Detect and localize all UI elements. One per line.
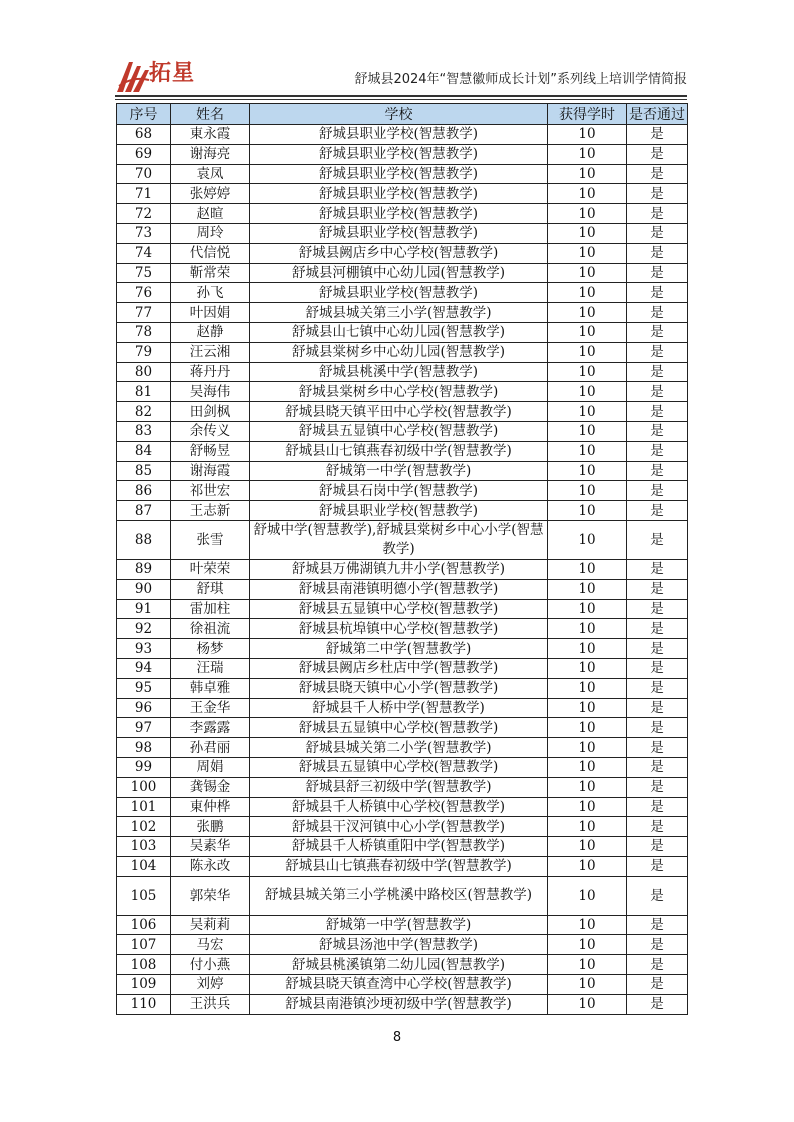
cell-number: 69 bbox=[117, 144, 171, 164]
table-row bbox=[117, 975, 688, 995]
cell-pass: 是 bbox=[627, 559, 688, 579]
cell-number: 92 bbox=[117, 619, 171, 639]
cell-hours: 10 bbox=[548, 164, 627, 184]
cell-number: 104 bbox=[117, 856, 171, 876]
cell-pass: 是 bbox=[627, 856, 688, 876]
cell-name: 東永霞 bbox=[171, 125, 250, 145]
cell-school: 舒城县晓天镇中心小学(智慧教学) bbox=[250, 678, 548, 698]
cell-number: 73 bbox=[117, 223, 171, 243]
cell-number: 83 bbox=[117, 421, 171, 441]
column-header-name: 姓名 bbox=[171, 104, 250, 125]
header-divider bbox=[115, 95, 687, 97]
cell-name: 余传义 bbox=[171, 421, 250, 441]
cell-school: 舒城县阙店乡杜店中学(智慧教学) bbox=[250, 658, 548, 678]
cell-school: 舒城县汤池中学(智慧教学) bbox=[250, 935, 548, 955]
cell-name: 谢海亮 bbox=[171, 144, 250, 164]
cell-pass: 是 bbox=[627, 994, 688, 1014]
cell-hours: 10 bbox=[548, 184, 627, 204]
table-row bbox=[117, 915, 688, 935]
cell-name: 张雪 bbox=[171, 520, 250, 559]
cell-school: 舒城县晓天镇平田中心学校(智慧教学) bbox=[250, 402, 548, 422]
table-row bbox=[117, 402, 688, 422]
cell-number: 102 bbox=[117, 817, 171, 837]
cell-school: 舒城县职业学校(智慧教学) bbox=[250, 204, 548, 224]
cell-pass: 是 bbox=[627, 223, 688, 243]
cell-number: 94 bbox=[117, 658, 171, 678]
cell-hours: 10 bbox=[548, 421, 627, 441]
cell-school: 舒城县河棚镇中心幼儿园(智慧教学) bbox=[250, 263, 548, 283]
cell-pass: 是 bbox=[627, 204, 688, 224]
cell-school: 舒城县南港镇沙埂初级中学(智慧教学) bbox=[250, 994, 548, 1014]
cell-pass: 是 bbox=[627, 402, 688, 422]
table-row bbox=[117, 461, 688, 481]
cell-hours: 10 bbox=[548, 915, 627, 935]
table-row bbox=[117, 342, 688, 362]
cell-number: 89 bbox=[117, 559, 171, 579]
cell-name: 祁世宏 bbox=[171, 481, 250, 501]
cell-pass: 是 bbox=[627, 738, 688, 758]
cell-number: 97 bbox=[117, 718, 171, 738]
cell-pass: 是 bbox=[627, 322, 688, 342]
cell-number: 85 bbox=[117, 461, 171, 481]
table-row bbox=[117, 322, 688, 342]
cell-pass: 是 bbox=[627, 955, 688, 975]
table-row bbox=[117, 204, 688, 224]
cell-name: 舒畅昱 bbox=[171, 441, 250, 461]
header-divider-thin bbox=[115, 99, 687, 100]
cell-school: 舒城县杭埠镇中心学校(智慧教学) bbox=[250, 619, 548, 639]
table-row bbox=[117, 559, 688, 579]
cell-school: 舒城县职业学校(智慧教学) bbox=[250, 184, 548, 204]
cell-name: 付小燕 bbox=[171, 955, 250, 975]
page-number: 8 bbox=[392, 1030, 402, 1045]
table-row bbox=[117, 520, 688, 559]
cell-school: 舒城县职业学校(智慧教学) bbox=[250, 164, 548, 184]
cell-number: 101 bbox=[117, 797, 171, 817]
cell-name: 周玲 bbox=[171, 223, 250, 243]
cell-hours: 10 bbox=[548, 817, 627, 837]
cell-hours: 10 bbox=[548, 481, 627, 501]
cell-name: 赵静 bbox=[171, 322, 250, 342]
cell-school: 舒城县桃溪镇第二幼儿园(智慧教学) bbox=[250, 955, 548, 975]
cell-hours: 10 bbox=[548, 579, 627, 599]
cell-school: 舒城县桃溪中学(智慧教学) bbox=[250, 362, 548, 382]
cell-hours: 10 bbox=[548, 263, 627, 283]
table-row bbox=[117, 501, 688, 521]
cell-pass: 是 bbox=[627, 718, 688, 738]
table-row bbox=[117, 362, 688, 382]
cell-number: 93 bbox=[117, 639, 171, 659]
cell-school: 舒城县万佛湖镇九井小学(智慧教学) bbox=[250, 559, 548, 579]
cell-hours: 10 bbox=[548, 322, 627, 342]
cell-name: 叶荣荣 bbox=[171, 559, 250, 579]
table-row bbox=[117, 738, 688, 758]
cell-number: 107 bbox=[117, 935, 171, 955]
table-row bbox=[117, 125, 688, 145]
table-row bbox=[117, 994, 688, 1014]
cell-number: 68 bbox=[117, 125, 171, 145]
table-row bbox=[117, 718, 688, 738]
cell-pass: 是 bbox=[627, 935, 688, 955]
cell-pass: 是 bbox=[627, 144, 688, 164]
cell-name: 李露露 bbox=[171, 718, 250, 738]
cell-pass: 是 bbox=[627, 817, 688, 837]
table-row bbox=[117, 678, 688, 698]
cell-hours: 10 bbox=[548, 757, 627, 777]
logo-text: 拓星 bbox=[149, 60, 196, 86]
cell-pass: 是 bbox=[627, 382, 688, 402]
cell-pass: 是 bbox=[627, 461, 688, 481]
cell-pass: 是 bbox=[627, 164, 688, 184]
table-row bbox=[117, 283, 688, 303]
cell-hours: 10 bbox=[548, 382, 627, 402]
cell-school: 舒城县千人桥镇重阳中学(智慧教学) bbox=[250, 837, 548, 857]
page-header bbox=[115, 52, 687, 97]
cell-pass: 是 bbox=[627, 342, 688, 362]
cell-school: 舒城县职业学校(智慧教学) bbox=[250, 125, 548, 145]
cell-school: 舒城县干汊河镇中心小学(智慧教学) bbox=[250, 817, 548, 837]
cell-number: 108 bbox=[117, 955, 171, 975]
cell-school: 舒城县山七镇燕春初级中学(智慧教学) bbox=[250, 856, 548, 876]
cell-name: 孙君丽 bbox=[171, 738, 250, 758]
cell-school: 舒城县城关第三小学桃溪中路校区(智慧教学) bbox=[250, 876, 548, 915]
cell-name: 叶因娟 bbox=[171, 303, 250, 323]
cell-name: 郭荣华 bbox=[171, 876, 250, 915]
document-title: 舒城县2024年“智慧徽师成长计划”系列线上培训学情简报 bbox=[354, 72, 687, 87]
cell-name: 刘婷 bbox=[171, 975, 250, 995]
table-row bbox=[117, 263, 688, 283]
table-row bbox=[117, 243, 688, 263]
cell-number: 98 bbox=[117, 738, 171, 758]
cell-name: 马宏 bbox=[171, 935, 250, 955]
cell-number: 75 bbox=[117, 263, 171, 283]
cell-number: 110 bbox=[117, 994, 171, 1014]
cell-number: 91 bbox=[117, 599, 171, 619]
cell-hours: 10 bbox=[548, 402, 627, 422]
cell-number: 103 bbox=[117, 837, 171, 857]
table-header-row bbox=[117, 104, 688, 125]
cell-hours: 10 bbox=[548, 559, 627, 579]
cell-pass: 是 bbox=[627, 263, 688, 283]
cell-hours: 10 bbox=[548, 718, 627, 738]
cell-school: 舒城县职业学校(智慧教学) bbox=[250, 501, 548, 521]
cell-pass: 是 bbox=[627, 698, 688, 718]
cell-hours: 10 bbox=[548, 837, 627, 857]
table-row bbox=[117, 876, 688, 915]
cell-hours: 10 bbox=[548, 955, 627, 975]
table-row bbox=[117, 579, 688, 599]
cell-school: 舒城县山七镇中心幼儿园(智慧教学) bbox=[250, 322, 548, 342]
cell-hours: 10 bbox=[548, 975, 627, 995]
cell-hours: 10 bbox=[548, 639, 627, 659]
table-row bbox=[117, 441, 688, 461]
cell-hours: 10 bbox=[548, 698, 627, 718]
cell-pass: 是 bbox=[627, 777, 688, 797]
cell-hours: 10 bbox=[548, 303, 627, 323]
cell-hours: 10 bbox=[548, 520, 627, 559]
cell-school: 舒城县棠树乡中心幼儿园(智慧教学) bbox=[250, 342, 548, 362]
cell-name: 王金华 bbox=[171, 698, 250, 718]
cell-school: 舒城县职业学校(智慧教学) bbox=[250, 223, 548, 243]
cell-hours: 10 bbox=[548, 144, 627, 164]
table-row bbox=[117, 658, 688, 678]
table-row bbox=[117, 619, 688, 639]
table-row bbox=[117, 382, 688, 402]
cell-pass: 是 bbox=[627, 975, 688, 995]
cell-pass: 是 bbox=[627, 243, 688, 263]
cell-hours: 10 bbox=[548, 243, 627, 263]
cell-name: 東仲桦 bbox=[171, 797, 250, 817]
cell-school: 舒城第一中学(智慧教学) bbox=[250, 461, 548, 481]
training-table bbox=[116, 103, 688, 1015]
cell-name: 吴莉莉 bbox=[171, 915, 250, 935]
cell-hours: 10 bbox=[548, 441, 627, 461]
column-header-pass: 是否通过 bbox=[627, 104, 688, 125]
table-row bbox=[117, 144, 688, 164]
cell-number: 74 bbox=[117, 243, 171, 263]
cell-number: 80 bbox=[117, 362, 171, 382]
table-row bbox=[117, 955, 688, 975]
cell-pass: 是 bbox=[627, 125, 688, 145]
cell-number: 105 bbox=[117, 876, 171, 915]
cell-pass: 是 bbox=[627, 481, 688, 501]
cell-school: 舒城县石岗中学(智慧教学) bbox=[250, 481, 548, 501]
cell-school: 舒城县职业学校(智慧教学) bbox=[250, 283, 548, 303]
cell-number: 78 bbox=[117, 322, 171, 342]
cell-school: 舒城县晓天镇查湾中心学校(智慧教学) bbox=[250, 975, 548, 995]
table-row bbox=[117, 303, 688, 323]
cell-school: 舒城县千人桥镇中心学校(智慧教学) bbox=[250, 797, 548, 817]
cell-number: 87 bbox=[117, 501, 171, 521]
table-row bbox=[117, 817, 688, 837]
cell-hours: 10 bbox=[548, 501, 627, 521]
cell-name: 王洪兵 bbox=[171, 994, 250, 1014]
cell-hours: 10 bbox=[548, 777, 627, 797]
cell-pass: 是 bbox=[627, 757, 688, 777]
cell-number: 72 bbox=[117, 204, 171, 224]
cell-name: 袁凤 bbox=[171, 164, 250, 184]
logo-mark-icon bbox=[115, 56, 151, 94]
cell-school: 舒城县棠树乡中心学校(智慧教学) bbox=[250, 382, 548, 402]
cell-school: 舒城第一中学(智慧教学) bbox=[250, 915, 548, 935]
table-row bbox=[117, 856, 688, 876]
cell-name: 吴素华 bbox=[171, 837, 250, 857]
cell-name: 赵暄 bbox=[171, 204, 250, 224]
cell-hours: 10 bbox=[548, 223, 627, 243]
cell-school: 舒城县阙店乡中心学校(智慧教学) bbox=[250, 243, 548, 263]
cell-number: 77 bbox=[117, 303, 171, 323]
cell-school: 舒城第二中学(智慧教学) bbox=[250, 639, 548, 659]
cell-school: 舒城县五显镇中心学校(智慧教学) bbox=[250, 421, 548, 441]
cell-name: 舒琪 bbox=[171, 579, 250, 599]
cell-hours: 10 bbox=[548, 619, 627, 639]
cell-school: 舒城县五显镇中心学校(智慧教学) bbox=[250, 599, 548, 619]
cell-pass: 是 bbox=[627, 797, 688, 817]
cell-pass: 是 bbox=[627, 837, 688, 857]
cell-name: 周娟 bbox=[171, 757, 250, 777]
cell-hours: 10 bbox=[548, 204, 627, 224]
cell-school: 舒城县舒三初级中学(智慧教学) bbox=[250, 777, 548, 797]
cell-hours: 10 bbox=[548, 125, 627, 145]
cell-pass: 是 bbox=[627, 639, 688, 659]
table-row bbox=[117, 599, 688, 619]
cell-hours: 10 bbox=[548, 461, 627, 481]
cell-hours: 10 bbox=[548, 678, 627, 698]
cell-pass: 是 bbox=[627, 619, 688, 639]
table-row bbox=[117, 481, 688, 501]
cell-name: 韩卓雅 bbox=[171, 678, 250, 698]
cell-pass: 是 bbox=[627, 915, 688, 935]
cell-school: 舒城县五显镇中心学校(智慧教学) bbox=[250, 757, 548, 777]
table-row bbox=[117, 698, 688, 718]
cell-school: 舒城县五显镇中心学校(智慧教学) bbox=[250, 718, 548, 738]
cell-name: 汪云湘 bbox=[171, 342, 250, 362]
table-row bbox=[117, 223, 688, 243]
cell-number: 71 bbox=[117, 184, 171, 204]
table-row bbox=[117, 421, 688, 441]
cell-hours: 10 bbox=[548, 342, 627, 362]
table-row bbox=[117, 837, 688, 857]
cell-pass: 是 bbox=[627, 599, 688, 619]
column-header-number: 序号 bbox=[117, 104, 171, 125]
cell-name: 蒋丹丹 bbox=[171, 362, 250, 382]
table-body bbox=[117, 125, 688, 1015]
cell-pass: 是 bbox=[627, 362, 688, 382]
cell-number: 100 bbox=[117, 777, 171, 797]
cell-hours: 10 bbox=[548, 856, 627, 876]
table-row bbox=[117, 935, 688, 955]
cell-name: 张婷婷 bbox=[171, 184, 250, 204]
cell-pass: 是 bbox=[627, 501, 688, 521]
cell-school: 舒城县千人桥中学(智慧教学) bbox=[250, 698, 548, 718]
cell-hours: 10 bbox=[548, 994, 627, 1014]
cell-school: 舒城县城关第二小学(智慧教学) bbox=[250, 738, 548, 758]
cell-number: 70 bbox=[117, 164, 171, 184]
cell-pass: 是 bbox=[627, 876, 688, 915]
table-row bbox=[117, 164, 688, 184]
cell-number: 96 bbox=[117, 698, 171, 718]
cell-number: 79 bbox=[117, 342, 171, 362]
cell-hours: 10 bbox=[548, 876, 627, 915]
cell-hours: 10 bbox=[548, 738, 627, 758]
cell-number: 106 bbox=[117, 915, 171, 935]
cell-hours: 10 bbox=[548, 658, 627, 678]
cell-school: 舒城县南港镇明德小学(智慧教学) bbox=[250, 579, 548, 599]
column-header-hours: 获得学时 bbox=[548, 104, 627, 125]
cell-number: 82 bbox=[117, 402, 171, 422]
cell-pass: 是 bbox=[627, 579, 688, 599]
table-row bbox=[117, 639, 688, 659]
cell-number: 109 bbox=[117, 975, 171, 995]
cell-school: 舒城县城关第三小学(智慧教学) bbox=[250, 303, 548, 323]
table-row bbox=[117, 797, 688, 817]
cell-number: 81 bbox=[117, 382, 171, 402]
cell-pass: 是 bbox=[627, 283, 688, 303]
cell-school: 舒城中学(智慧教学),舒城县棠树乡中心小学(智慧教学) bbox=[250, 520, 548, 559]
cell-name: 吴海伟 bbox=[171, 382, 250, 402]
table-row bbox=[117, 777, 688, 797]
table-row bbox=[117, 184, 688, 204]
table-row bbox=[117, 757, 688, 777]
cell-number: 84 bbox=[117, 441, 171, 461]
cell-school: 舒城县职业学校(智慧教学) bbox=[250, 144, 548, 164]
cell-name: 田剑枫 bbox=[171, 402, 250, 422]
cell-pass: 是 bbox=[627, 678, 688, 698]
cell-pass: 是 bbox=[627, 421, 688, 441]
cell-name: 靳常荣 bbox=[171, 263, 250, 283]
cell-number: 76 bbox=[117, 283, 171, 303]
cell-hours: 10 bbox=[548, 362, 627, 382]
cell-name: 汪瑞 bbox=[171, 658, 250, 678]
cell-name: 龚锡金 bbox=[171, 777, 250, 797]
cell-hours: 10 bbox=[548, 599, 627, 619]
cell-pass: 是 bbox=[627, 441, 688, 461]
cell-number: 90 bbox=[117, 579, 171, 599]
cell-number: 95 bbox=[117, 678, 171, 698]
column-header-school: 学校 bbox=[250, 104, 548, 125]
cell-name: 代信悦 bbox=[171, 243, 250, 263]
cell-school: 舒城县山七镇燕春初级中学(智慧教学) bbox=[250, 441, 548, 461]
cell-name: 徐祖流 bbox=[171, 619, 250, 639]
logo bbox=[115, 56, 205, 94]
cell-name: 王志新 bbox=[171, 501, 250, 521]
cell-name: 杨梦 bbox=[171, 639, 250, 659]
cell-pass: 是 bbox=[627, 520, 688, 559]
cell-pass: 是 bbox=[627, 303, 688, 323]
cell-number: 88 bbox=[117, 520, 171, 559]
cell-hours: 10 bbox=[548, 283, 627, 303]
cell-name: 孙飞 bbox=[171, 283, 250, 303]
cell-name: 张鹏 bbox=[171, 817, 250, 837]
cell-number: 99 bbox=[117, 757, 171, 777]
cell-hours: 10 bbox=[548, 935, 627, 955]
cell-name: 雷加柱 bbox=[171, 599, 250, 619]
cell-pass: 是 bbox=[627, 184, 688, 204]
cell-number: 86 bbox=[117, 481, 171, 501]
cell-name: 陈永改 bbox=[171, 856, 250, 876]
cell-pass: 是 bbox=[627, 658, 688, 678]
cell-name: 谢海霞 bbox=[171, 461, 250, 481]
cell-hours: 10 bbox=[548, 797, 627, 817]
